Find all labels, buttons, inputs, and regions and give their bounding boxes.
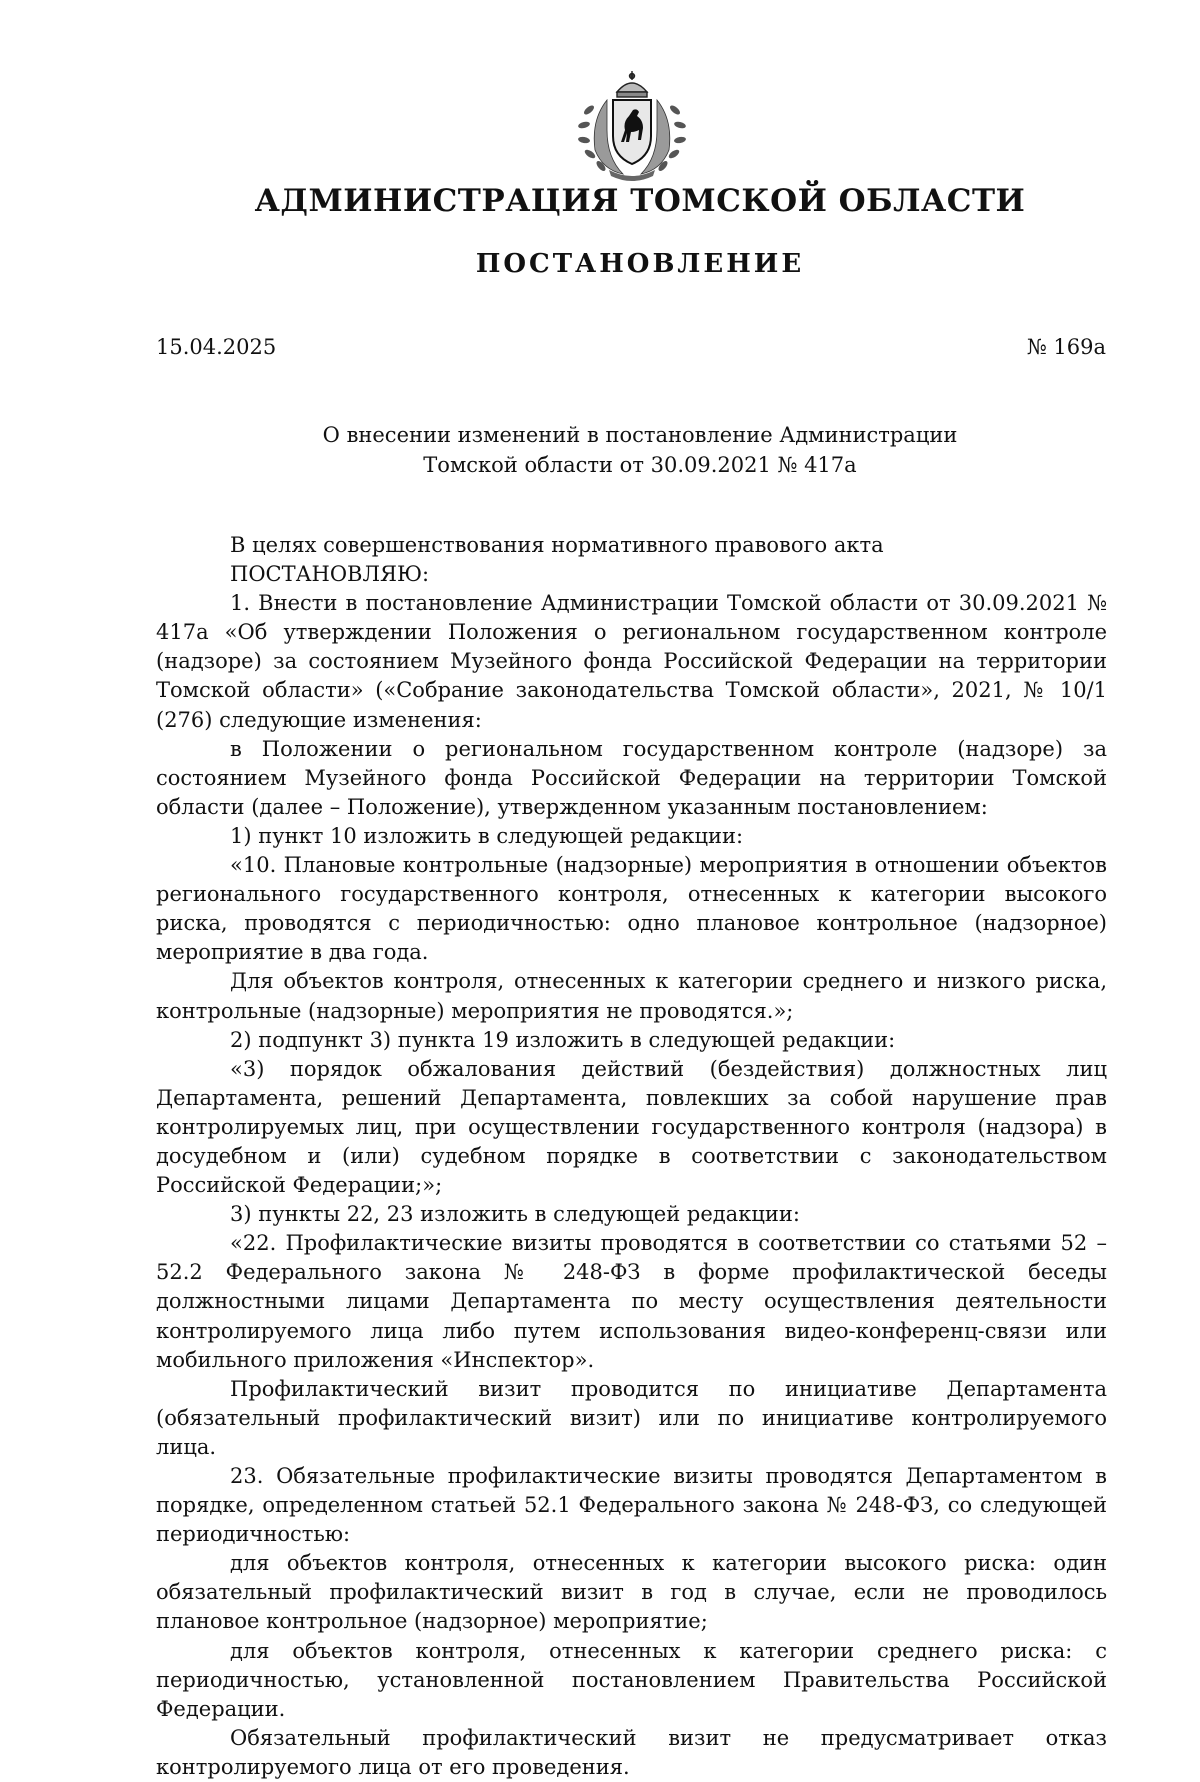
paragraph-medium-risk: для объектов контроля, отнесенных к категории среднего риска: с периодичностью, установленной постановлением Правительства Российской Федерации. <box>156 1638 1107 1721</box>
paragraph-clause-10: «10. Плановые контрольные (надзорные) мероприятия в отношении объектов регионального государственного контроля, отнесенных к категории высокого риска, проводятся с периодичностью: одно плановое контрольное (надзорное) мероприятие в два года. <box>156 853 1107 965</box>
organization-title: АДМИНИСТРАЦИЯ ТОМСКОЙ ОБЛАСТИ <box>254 183 1026 219</box>
document-type-title: ПОСТАНОВЛЕНИЕ <box>475 249 805 279</box>
document-date: 15.04.2025 <box>156 335 277 359</box>
paragraph-item-1: 1. Внести в постановление Администрации Томской области от 30.09.2021 № 417а «Об утверждении Положения о региональном государственном контроле (надзоре) за состоянием Музейного фонда Российской Федерации на территории Томской области» («Собрание законодательства Томской области», 2021, № 10/1 (276) следующие изменения: <box>156 591 1107 732</box>
subject-line-2: Томской области от 30.09.2021 № 417а <box>423 453 857 477</box>
paragraph-no-refusal: Обязательный профилактический визит не предусматривает отказ контролируемого лица от его проведения. <box>156 1725 1107 1779</box>
paragraph-clause-19-3: «3) порядок обжалования действий (бездействия) должностных лиц Департамента, решений Департамента, повлекших за собой нарушение прав контролируемых лиц, при осуществлении государственного контроля (надзора) в досудебном и (или) судебном порядке в соответствии с законодательством Российской Федерации;»; <box>156 1056 1107 1198</box>
document-subject <box>0 420 1200 480</box>
paragraph-subitem-2: 2) подпункт 3) пункта 19 изложить в следующей редакции: <box>230 1027 896 1052</box>
paragraph-high-risk: для объектов контроля, отнесенных к категории высокого риска: один обязательный профилактический визит в год в случае, если не проводилось плановое контрольное (надзорное) мероприятие; <box>156 1551 1107 1634</box>
paragraph-purpose: В целях совершенствования нормативного правового акта <box>230 533 884 557</box>
paragraph-clause-22: «22. Профилактические визиты проводятся в соответствии со статьями 52 – 52.2 Федерального закона № 248-ФЗ в форме профилактической беседы должностными лицами Департамента по месту осуществления деятельности контролируемого лица либо путем использования видео-конференц-связи или мобильного приложения «Инспектор». <box>156 1231 1107 1372</box>
paragraph-subitem-1: 1) пункт 10 изложить в следующей редакции: <box>230 823 744 848</box>
document-number: № 169а <box>1026 335 1106 359</box>
coat-of-arms-emblem <box>573 70 691 182</box>
subject-line-1: О внесении изменений в постановление Администрации <box>322 423 958 447</box>
paragraph-clause-10-cont: Для объектов контроля, отнесенных к категории среднего и низкого риска, контрольные (надзорные) мероприятия не проводятся.»; <box>156 969 1107 1023</box>
paragraph-clause-23: 23. Обязательные профилактические визиты проводятся Департаментом в порядке, определенном статьей 52.1 Федерального закона № 248-ФЗ, со следующей периодичностью: <box>156 1464 1107 1547</box>
paragraph-resolve: ПОСТАНОВЛЯЮ: <box>230 562 430 587</box>
document-body <box>156 531 1107 1782</box>
paragraph-regulation: в Положении о региональном государственном контроле (надзоре) за состоянием Музейного фонда Российской Федерации на территории Томской области (далее – Положение), утвержденном указанным постановлением: <box>156 736 1107 819</box>
paragraph-subitem-3: 3) пункты 22, 23 изложить в следующей редакции: <box>230 1202 800 1227</box>
paragraph-clause-22-cont: Профилактический визит проводится по инициативе Департамента (обязательный профилактический визит) или по инициативе контролируемого лица. <box>156 1376 1107 1459</box>
